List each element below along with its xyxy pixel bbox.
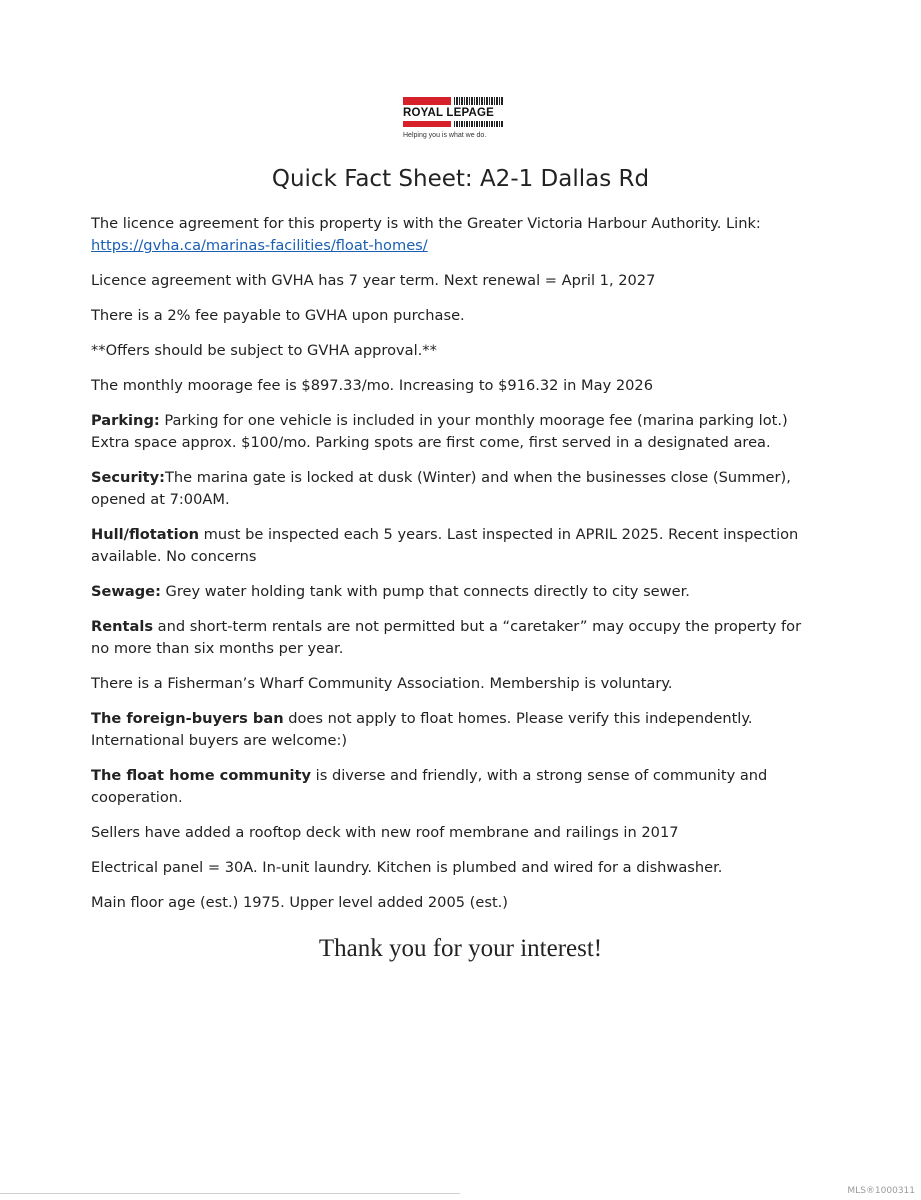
licence-paragraph bbox=[91, 213, 821, 257]
foreign-buyers-paragraph bbox=[91, 708, 821, 752]
deck-paragraph: Sellers have added a rooftop deck with new roof membrane and railings in 2017 bbox=[91, 824, 679, 841]
logo-barcode-icon bbox=[454, 97, 503, 105]
term-paragraph: Licence agreement with GVHA has 7 year term. Next renewal = April 1, 2027 bbox=[91, 272, 656, 289]
fact-list bbox=[91, 213, 821, 927]
sewage-paragraph bbox=[91, 581, 821, 603]
mls-number: MLS®1000311 bbox=[847, 1186, 915, 1196]
security-paragraph bbox=[91, 467, 821, 511]
rentals-text: and short-term rentals are not permitted but a “caretaker” may occupy the property for no more than six months per year. bbox=[91, 618, 802, 657]
security-text: The marina gate is locked at dusk (Winter) and when the businesses close (Summer), opened at 7:00AM. bbox=[91, 469, 791, 508]
community-label: The float home community bbox=[91, 767, 312, 784]
page-title: Quick Fact Sheet: A2-1 Dallas Rd bbox=[271, 166, 650, 192]
security-label: Security: bbox=[91, 469, 165, 486]
moorage-paragraph: The monthly moorage fee is $897.33/mo. Increasing to $916.32 in May 2026 bbox=[91, 377, 653, 394]
logo-barcode-lower-icon bbox=[454, 121, 503, 127]
foreign-buyers-text: does not apply to float homes. Please verify this independently. International buyers are welcome:) bbox=[91, 710, 753, 749]
logo-red-bar-lower-icon bbox=[403, 121, 451, 127]
association-paragraph: There is a Fisherman’s Wharf Community Association. Membership is voluntary. bbox=[91, 675, 673, 692]
logo-tagline: Helping you is what we do. bbox=[403, 132, 487, 139]
foreign-buyers-label: The foreign-buyers ban bbox=[91, 710, 284, 727]
closing-message: Thank you for your interest! bbox=[318, 935, 603, 962]
sewage-label: Sewage: bbox=[91, 583, 161, 600]
hull-text: must be inspected each 5 years. Last inspected in APRIL 2025. Recent inspection available. No concerns bbox=[91, 526, 799, 565]
hull-label: Hull/flotation bbox=[91, 526, 199, 543]
royal-lepage-logo bbox=[403, 97, 503, 147]
gvha-float-homes-link[interactable]: https://gvha.ca/marinas-facilities/float-homes/ bbox=[91, 237, 428, 254]
fee-paragraph: There is a 2% fee payable to GVHA upon purchase. bbox=[91, 307, 465, 324]
licence-intro: The licence agreement for this property is with the Greater Victoria Harbour Authority. Link: bbox=[91, 215, 761, 232]
rentals-label: Rentals bbox=[91, 618, 154, 635]
parking-label: Parking: bbox=[91, 412, 160, 429]
electrical-paragraph: Electrical panel = 30A. In-unit laundry. Kitchen is plumbed and wired for a dishwasher. bbox=[91, 859, 723, 876]
logo-red-bar-icon bbox=[403, 97, 451, 105]
parking-paragraph bbox=[91, 410, 821, 454]
community-text: is diverse and friendly, with a strong sense of community and cooperation. bbox=[91, 767, 768, 806]
community-paragraph bbox=[91, 765, 821, 809]
offers-paragraph: **Offers should be subject to GVHA approval.** bbox=[91, 342, 437, 359]
hull-paragraph bbox=[91, 524, 821, 568]
footer-divider bbox=[0, 1193, 460, 1194]
age-paragraph: Main floor age (est.) 1975. Upper level added 2005 (est.) bbox=[91, 894, 509, 911]
logo-wordmark: ROYAL LEPAGE bbox=[403, 107, 495, 119]
rentals-paragraph bbox=[91, 616, 821, 660]
parking-text: Parking for one vehicle is included in your monthly moorage fee (marina parking lot.) Extra space approx. $100/mo. Parking spots are first come, first served in a designated area. bbox=[91, 412, 788, 451]
sewage-text: Grey water holding tank with pump that connects directly to city sewer. bbox=[160, 583, 690, 600]
